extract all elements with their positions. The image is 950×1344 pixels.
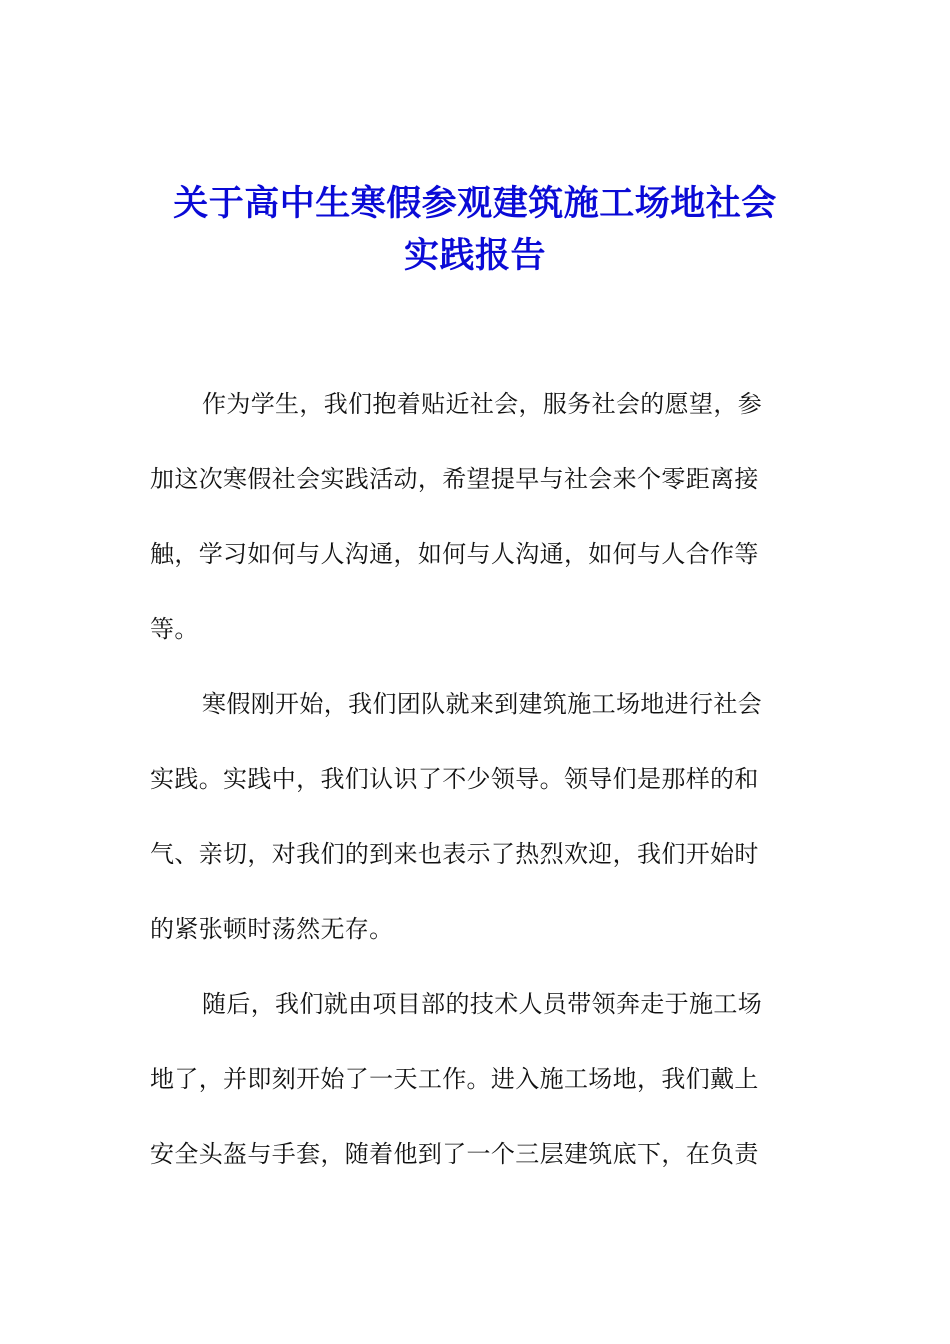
paragraph-line: 安全头盔与手套，随着他到了一个三层建筑底下，在负责	[150, 1140, 759, 1168]
paragraph-line: 寒假刚开始，我们团队就来到建筑施工场地进行社会	[202, 690, 763, 718]
paragraph-line: 触，学习如何与人沟通，如何与人沟通，如何与人合作等	[150, 540, 759, 568]
paragraph-line: 的紧张顿时荡然无存。	[150, 915, 394, 943]
paragraph-1	[150, 380, 790, 680]
document-title	[140, 178, 810, 282]
document-body	[150, 380, 790, 1205]
paragraph-2	[150, 680, 790, 980]
paragraph-3	[150, 980, 790, 1205]
paragraph-line: 地了，并即刻开始了一天工作。进入施工场地，我们戴上	[150, 1065, 759, 1093]
paragraph-line: 气、亲切，对我们的到来也表示了热烈欢迎，我们开始时	[150, 840, 759, 868]
paragraph-line: 作为学生，我们抱着贴近社会，服务社会的愿望，参	[202, 390, 763, 418]
paragraph-line: 加这次寒假社会实践活动，希望提早与社会来个零距离接	[150, 465, 759, 493]
paragraph-line: 等。	[150, 615, 199, 643]
title-line-2: 实践报告	[403, 235, 546, 276]
paragraph-line: 实践。实践中，我们认识了不少领导。领导们是那样的和	[150, 765, 759, 793]
title-line-1: 关于高中生寒假参观建筑施工场地社会	[173, 183, 777, 224]
paragraph-line: 随后，我们就由项目部的技术人员带领奔走于施工场	[202, 990, 763, 1018]
